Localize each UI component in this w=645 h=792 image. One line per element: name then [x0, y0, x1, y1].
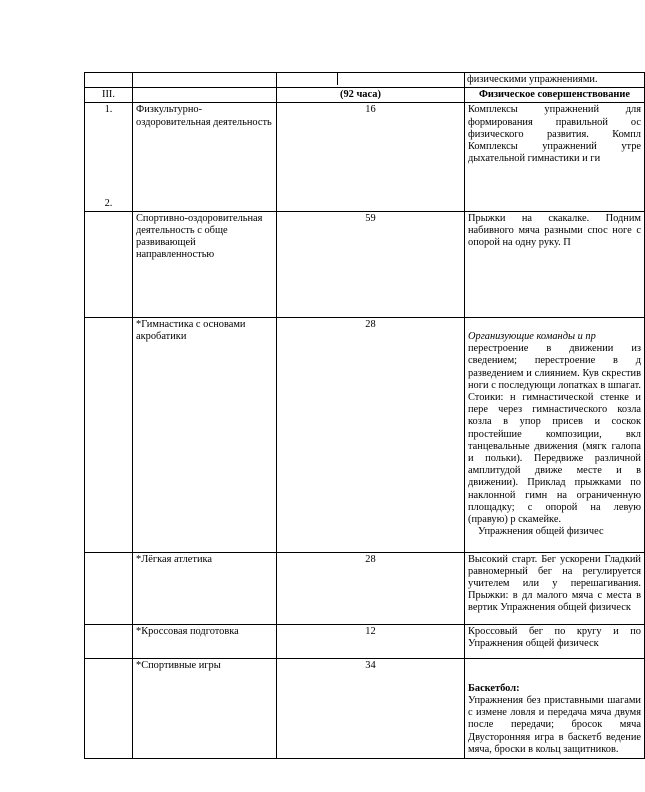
section-title: Физическое совершенствование [465, 88, 645, 103]
row-content: Комплексы упражнений для формирования правильной ос физического развития. Компл Комплексы упражнений утре дыхательной гимнастики и ги [465, 103, 645, 211]
table-row [85, 624, 645, 658]
cell-empty [85, 317, 133, 552]
cell-empty [85, 211, 133, 317]
row-hours: 28 [277, 552, 465, 624]
row-content [465, 317, 645, 552]
table-row [85, 211, 645, 317]
section-hours-cell [277, 88, 465, 103]
row-content: Высокий старт. Бег ускорени Гладкий равномерный бег на регулируется учителем или у перешагивания. Прыжки: в дл малого мяча с места в вертик Упражнения общей физическ [465, 552, 645, 624]
row-name: *Гимнастика с основами акробатики [133, 317, 277, 552]
row-number-2: 2. [104, 197, 113, 209]
table-row [85, 103, 645, 211]
row-hours: 28 [277, 317, 465, 552]
content-tail: Упражнения общей физичес [478, 526, 604, 538]
table-row [85, 658, 645, 758]
top-row-text: физическими упражнениями. [465, 73, 645, 88]
table-row-top [85, 73, 645, 88]
row-hours: 16 [277, 103, 465, 211]
cell-empty [85, 552, 133, 624]
row-content [465, 658, 645, 758]
section-header-row [85, 88, 645, 103]
cell-empty [85, 658, 133, 758]
cell-empty [85, 73, 133, 88]
row-number-1: 1. [104, 104, 113, 116]
row-hours: 12 [277, 624, 465, 658]
cell-split [277, 73, 465, 88]
row-hours: 59 [277, 211, 465, 317]
row-name: *Лёгкая атлетика [133, 552, 277, 624]
row-name: Физкультурно-оздоровительная деятельность [133, 103, 277, 211]
curriculum-table [84, 72, 645, 759]
content-text: Упражнения без приставными шагами с измене ловля и передача мяча двумя после передачи; бросок мяча Двусторонняя игра в баскетб ведение мяча, броски в кольц защитников. [468, 695, 641, 755]
row-name: Спортивно-оздоровительная деятельность с обще развивающей направленностью [133, 211, 277, 317]
row-number [85, 103, 133, 211]
row-name: *Кроссовая подготовка [133, 624, 277, 658]
cell-empty [133, 73, 277, 88]
row-content: Кроссовый бег по кругу и по Упражнения общей физическ [465, 624, 645, 658]
table-row [85, 552, 645, 624]
cell-empty [133, 88, 277, 103]
row-hours: 34 [277, 658, 465, 758]
cell-empty [85, 624, 133, 658]
content-italic: Организующие команды и пр [468, 331, 596, 343]
row-content: Прыжки на скакалке. Подним набивного мяча разными спос ноге с опорой на одну руку. П [465, 211, 645, 317]
content-bold: Баскетбол: [468, 682, 520, 694]
row-name: *Спортивные игры [133, 658, 277, 758]
section-number: III. [85, 88, 133, 103]
table-row [85, 317, 645, 552]
section-hours: (92 часа) [340, 89, 381, 101]
content-text: перестроение в движении из сведением; перестроение в д разведением и слиянием. Кув скрестив ноги с последующи лопатках в шпагат. Стоики: н гимнастической стенке и пере через гимнастического козла козла в упор присев и соскок простейшие композиции, вкл танцевальные движения (мягк галопа и польки). Передвиже различной амплитудой движе месте и в движении). Приклад прыжками по наклонной гимн на ограниченную площадку; с опорой на левую (правую) р скамейке. [468, 343, 641, 526]
